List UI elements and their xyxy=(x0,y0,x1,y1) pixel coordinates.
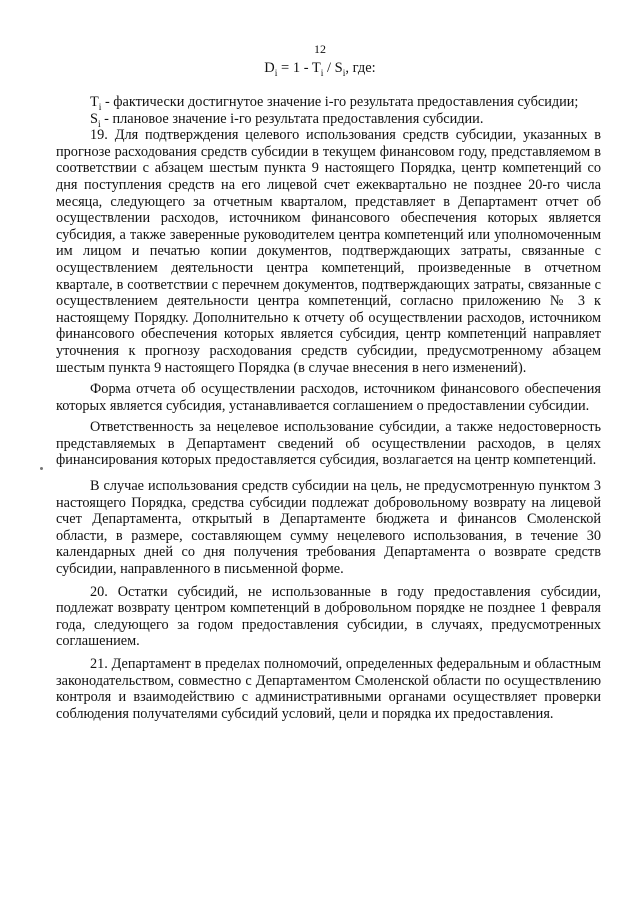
paragraph-misuse-refund: В случае использования средств субсидии на цель, не предусмотренную пунктом 3 настоящего Порядка, средства субсидии подлежат добровольному возврату на лицевой счет Департамента, открытый в Департаменте бюджета и финансов Смоленской области, в размере, составляющем сумму нецелевого использования, в течение 30 календарных дней со дня получения требования Департамента о возврате средств субсидии, направленного в письменной форме. xyxy=(56,478,601,578)
definition-s xyxy=(56,111,601,128)
page-number: 12 xyxy=(314,42,326,56)
paragraph-report-form: Форма отчета об осуществлении расходов, источником финансового обеспечения которых является субсидия, устанавливается соглашением о предоставлении субсидии. xyxy=(56,381,601,414)
formula-sub-2: i xyxy=(320,68,324,79)
paragraph-responsibility: Ответственность за нецелевое использование субсидии, а также недостоверность представляемых в Департамент сведений об осуществлении расходов, в целях финансирования которых предоставляется субсидия, возлагается на центр компетенций. xyxy=(56,419,601,469)
paragraph-21: 21. Департамент в пределах полномочий, определенных федеральным и областным законодательством, совместно с Департаментом Смоленской области по осуществлению контроля и взаимодействию с административными органами осуществляет проверки соблюдения получателями субсидий условий, цели и порядка их предоставления. xyxy=(56,656,601,722)
definition-s-symbol: S xyxy=(90,110,98,127)
formula-lhs: D xyxy=(264,60,275,76)
definition-t-text: - фактически достигнутое значение i-го результата предоставления субсидии; xyxy=(101,94,579,110)
formula-sub-3: i xyxy=(342,68,346,79)
paragraph-20: 20. Остатки субсидий, не использованные в году предоставления субсидии, подлежат возврату центром компетенций в добровольном порядке не позднее 1 февраля года, следующего за годом предоставления субсидии, в случаях, предусмотренных соглашением. xyxy=(56,583,601,650)
scan-artifact-dot xyxy=(40,467,43,470)
document-body xyxy=(56,94,601,722)
definition-t-sub: i xyxy=(98,102,102,113)
definition-s-sub: i xyxy=(97,119,101,130)
definition-t xyxy=(56,94,601,111)
formula-mid: = 1 - T xyxy=(277,60,321,76)
formula xyxy=(0,60,640,79)
formula-div: / S xyxy=(323,60,343,76)
paragraph-19: 19. Для подтверждения целевого использования средств субсидии, указанных в прогнозе расходования средств субсидии в текущем финансовом году, представляемом в соответствии с абзацем шестым пункта 9 настоящего Порядка, центр компетенций со дня поступления средств на его лицевой счет ежеквартально не позднее 20-го числа месяца, следующего за отчетным кварталом, представляет в Департамент отчет об осуществлении расходов, источником финансового обеспечения которых является субсидия, а также заверенные руководителем центра компетенций или уполномоченным им лицом и печатью копии документов, подтверждающих затраты, связанные с осуществлением деятельности центра компетенций, произведенные в отчетном квартале, в соответствии с перечнем документов, подтверждающих затраты, связанные с осуществлением деятельности центра компетенций, согласно приложению № 3 к настоящему Порядку. Дополнительно к отчету об осуществлении расходов, источником финансового обеспечения которых является субсидия, центр компетенций направляет уточнения к прогнозу расходования средств субсидии, предусмотренному абзацем шестым пункта 9 настоящего Порядка (в случае внесения в него изменений). xyxy=(56,127,601,376)
definition-t-symbol: T xyxy=(90,94,99,110)
formula-tail: , где: xyxy=(345,60,376,76)
formula-sub-1: i xyxy=(274,68,278,79)
definition-s-text: - плановое значение i-го результата предоставления субсидии. xyxy=(100,110,484,127)
